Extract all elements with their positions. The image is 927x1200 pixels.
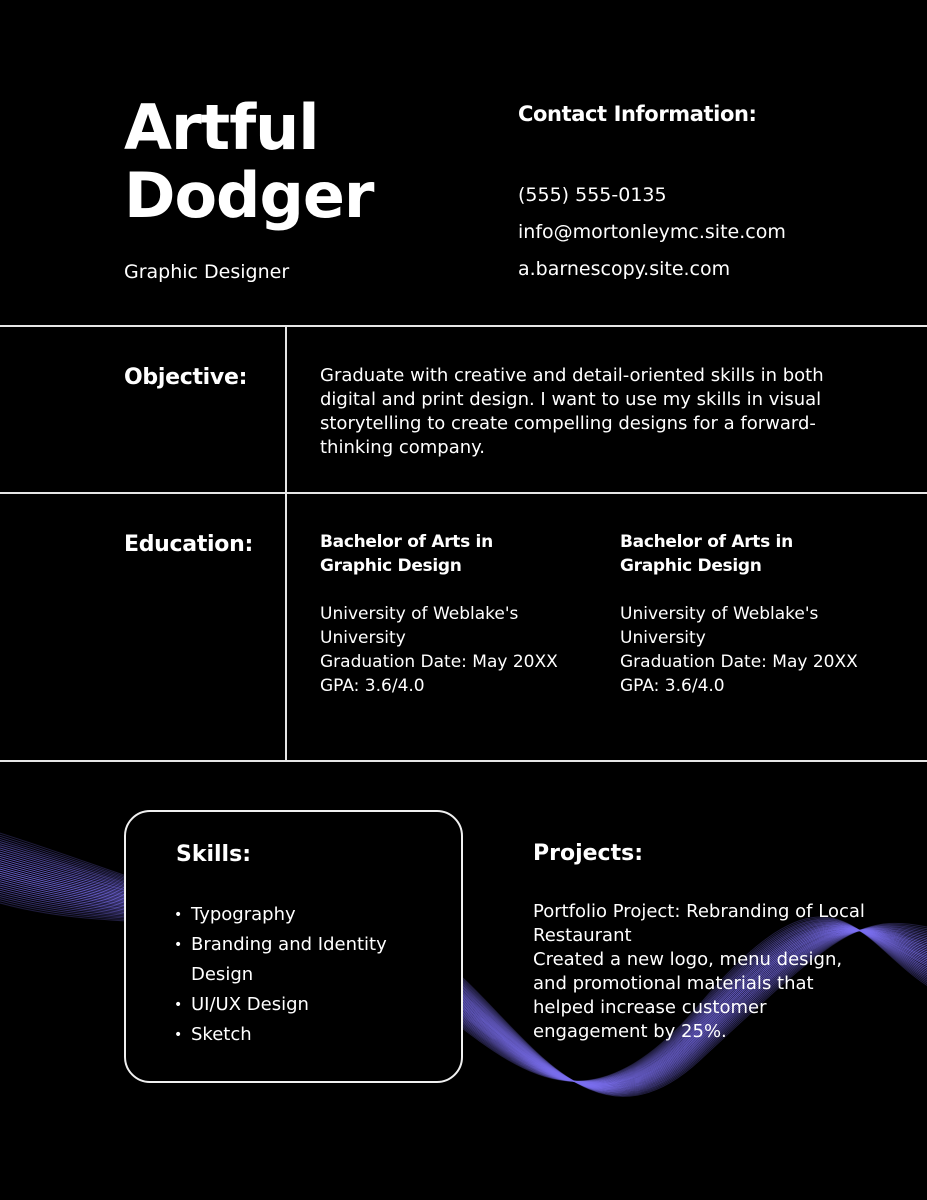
- divider-vertical: [285, 327, 287, 760]
- skill-item: • Branding and Identity Design: [174, 930, 424, 990]
- project-title: Portfolio Project: Rebranding of Local Restaurant: [533, 901, 865, 946]
- contact-email[interactable]: info@mortonleymc.site.com: [518, 221, 786, 243]
- education-gpa: GPA: 3.6/4.0: [620, 676, 725, 696]
- education-entry: [620, 530, 870, 698]
- education-graduation-date: Graduation Date: May 20XX: [320, 652, 558, 672]
- contact-heading: Contact Information:: [518, 102, 757, 126]
- project-description: Created a new logo, menu design, and promotional materials that helped increase customer engagement by 25%.: [533, 949, 843, 1042]
- education-entry: [320, 530, 570, 698]
- project-entry: [533, 900, 873, 1044]
- divider-bottom: [0, 760, 927, 762]
- education-graduation-date: Graduation Date: May 20XX: [620, 652, 858, 672]
- education-school: University of Weblake's University: [620, 604, 819, 648]
- skill-item: • Sketch: [174, 1020, 424, 1050]
- skills-heading: Skills:: [176, 842, 251, 867]
- skill-item: • UI/UX Design: [174, 990, 424, 1020]
- divider-top: [0, 325, 927, 327]
- candidate-first-name: Artful: [124, 91, 319, 164]
- education-school: University of Weblake's University: [320, 604, 519, 648]
- candidate-name: [124, 91, 464, 232]
- projects-heading: Projects:: [533, 841, 643, 866]
- education-degree: Bachelor of Arts in Graphic Design: [620, 532, 793, 576]
- skills-list: [174, 900, 424, 1050]
- contact-phone[interactable]: (555) 555-0135: [518, 184, 667, 206]
- objective-text: Graduate with creative and detail-oriented skills in both digital and print design. I want to use my skills in visual storytelling to create compelling designs for a forward-thinking company.: [320, 365, 824, 458]
- education-degree: Bachelor of Arts in Graphic Design: [320, 532, 493, 576]
- divider-middle: [0, 492, 927, 494]
- skill-item: • Typography: [174, 900, 424, 930]
- education-gpa: GPA: 3.6/4.0: [320, 676, 425, 696]
- objective-label: Objective:: [124, 365, 248, 390]
- education-label: Education:: [124, 532, 253, 557]
- contact-website[interactable]: a.barnescopy.site.com: [518, 258, 731, 280]
- candidate-last-name: Dodger: [124, 159, 374, 232]
- candidate-role: Graphic Designer: [124, 261, 290, 283]
- skills-card: [124, 810, 463, 1083]
